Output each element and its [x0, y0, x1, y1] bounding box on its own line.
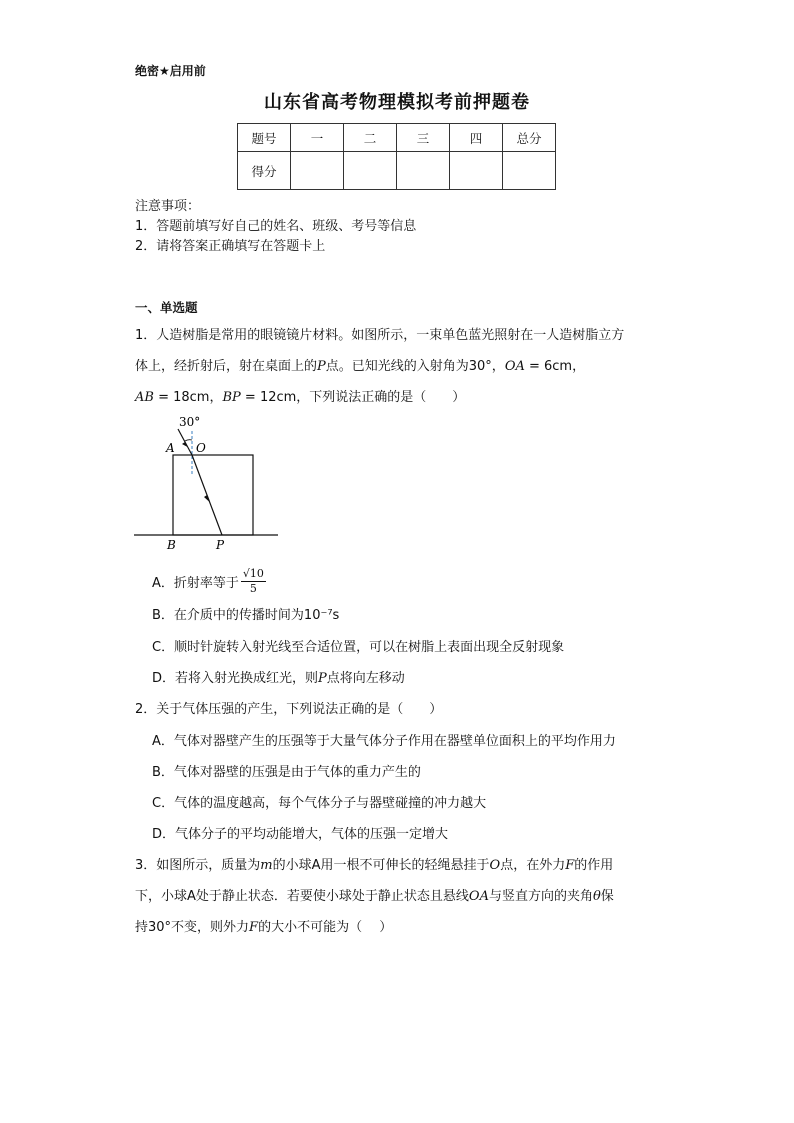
text: 的小球A用一根不可伸长的轻绳悬挂于 — [272, 858, 490, 873]
score-head-cell: 二 — [344, 124, 397, 152]
text: 持30°不变，则外力 — [135, 920, 250, 935]
q1-option-b[interactable]: B．在介质中的传播时间为10⁻⁷s — [152, 608, 340, 623]
math-var: θ — [592, 889, 601, 904]
q1-stem-line1: 1．人造树脂是常用的眼镜镜片材料。如图所示，一束单色蓝光照射在一人造树脂立方 — [135, 328, 625, 343]
q2-stem: 2．关于气体压强的产生，下列说法正确的是（ ） — [135, 702, 443, 717]
score-cell[interactable] — [397, 152, 450, 190]
score-table-score-row — [238, 152, 556, 190]
text: 点，在外力 — [500, 858, 566, 873]
q1-option-c[interactable]: C．顺时针旋转入射光线至合适位置，可以在树脂上表面出现全反射现象 — [152, 640, 565, 655]
math-var: OA — [504, 359, 525, 374]
score-table-header-row — [238, 124, 556, 152]
notice-title: 注意事项： — [135, 199, 201, 214]
resin-cube — [173, 455, 253, 535]
point-label-p: P — [216, 538, 225, 552]
math-var: P — [317, 359, 326, 374]
text: = 18cm， — [153, 390, 223, 405]
math-var: F — [249, 920, 259, 935]
score-head-cell: 总分 — [503, 124, 556, 152]
fraction — [241, 567, 266, 596]
point-label-a: A — [166, 441, 175, 455]
score-head-cell: 一 — [291, 124, 344, 152]
score-cell[interactable] — [291, 152, 344, 190]
text: = 6cm， — [524, 359, 586, 374]
math-var: BP — [222, 390, 241, 405]
math-var: OA — [468, 889, 489, 904]
math-var: AB — [135, 390, 154, 405]
score-cell[interactable] — [450, 152, 503, 190]
math-var: m — [260, 858, 273, 873]
score-table — [237, 123, 556, 190]
text: 3．如图所示，质量为 — [135, 858, 261, 873]
notice-item: 2．请将答案正确填写在答题卡上 — [135, 239, 326, 254]
text: = 12cm，下列说法正确的是（ ） — [240, 390, 466, 405]
q3-stem-line1 — [135, 854, 613, 873]
section-title: 一、单选题 — [135, 300, 198, 315]
page-title: 山东省高考物理模拟考前押题卷 — [264, 92, 530, 113]
score-cell[interactable] — [503, 152, 556, 190]
q1-stem-line2 — [135, 355, 585, 374]
q3-stem-line2 — [135, 885, 614, 904]
angle-label: 30° — [179, 415, 201, 429]
math-var: P — [318, 671, 327, 686]
q1-option-a[interactable] — [152, 567, 266, 596]
fraction-numerator: √10 — [242, 567, 264, 580]
text: 下，小球A处于静止状态．若要使小球处于静止状态且悬线 — [135, 889, 469, 904]
text: 的作用 — [574, 858, 614, 873]
text: 的大小不可能为（ ） — [258, 920, 393, 935]
q2-option-b[interactable]: B．气体对器壁的压强是由于气体的重力产生的 — [152, 765, 421, 780]
fraction-denominator: 5 — [249, 582, 257, 595]
math-var: F — [565, 858, 575, 873]
q1-figure-cube-refraction — [130, 413, 280, 553]
text: 点将向左移动 — [326, 671, 405, 686]
q1-option-d[interactable] — [152, 667, 405, 686]
text: 与竖直方向的夹角 — [488, 889, 593, 904]
option-text: A．折射率等于 — [152, 576, 239, 591]
point-label-o: O — [196, 441, 206, 455]
math-var: O — [489, 858, 501, 873]
q2-option-c[interactable]: C．气体的温度越高，每个气体分子与器壁碰撞的冲力越大 — [152, 796, 487, 811]
text: 保 — [600, 889, 614, 904]
secret-label: 绝密★启用前 — [135, 64, 206, 78]
score-head-cell: 题号 — [238, 124, 291, 152]
q3-stem-line3 — [135, 916, 392, 935]
q2-option-a[interactable]: A．气体对器壁产生的压强等于大量气体分子作用在器壁单位面积上的平均作用力 — [152, 734, 616, 749]
text: 体上，经折射后，射在桌面上的 — [135, 359, 318, 374]
score-head-cell: 四 — [450, 124, 503, 152]
score-cell[interactable] — [344, 152, 397, 190]
text: D．若将入射光换成红光，则 — [152, 671, 319, 686]
score-head-cell: 三 — [397, 124, 450, 152]
score-row-label: 得分 — [238, 152, 291, 190]
notice-item: 1．答题前填写好自己的姓名、班级、考号等信息 — [135, 219, 417, 234]
angle-arc — [185, 440, 192, 441]
q2-option-d[interactable]: D．气体分子的平均动能增大，气体的压强一定增大 — [152, 827, 449, 842]
point-label-b: B — [167, 538, 176, 552]
q1-stem-line3 — [135, 386, 465, 405]
text: 点。已知光线的入射角为30°， — [325, 359, 505, 374]
